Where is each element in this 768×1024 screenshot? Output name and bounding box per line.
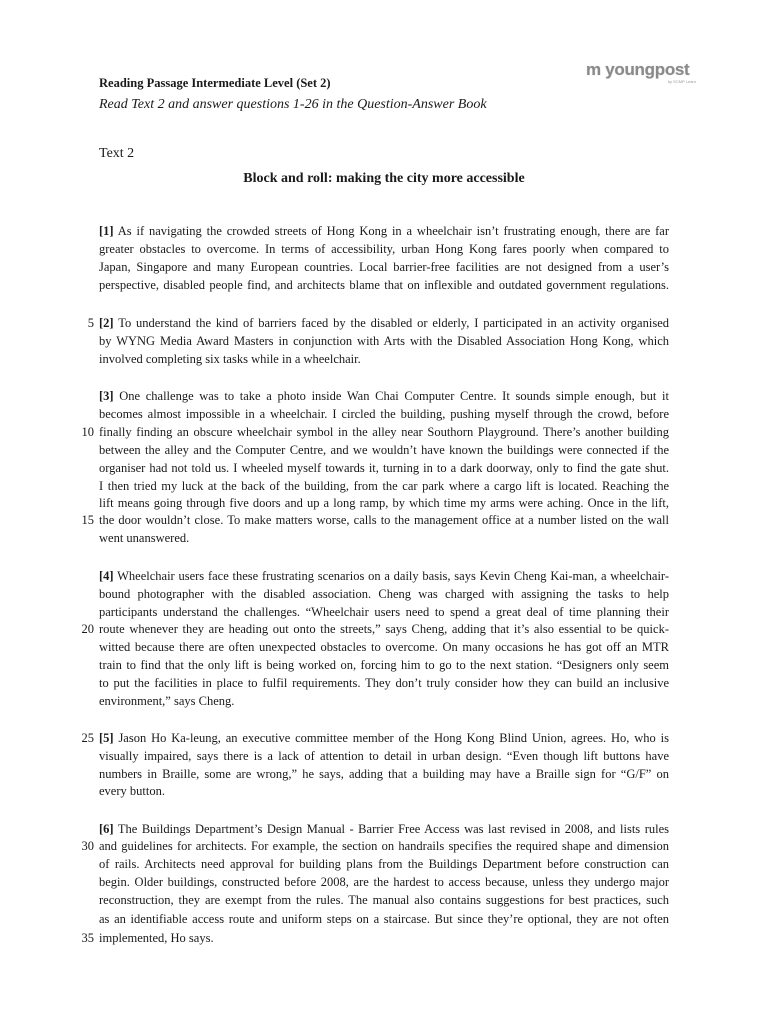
paragraph-1-line: Japan, Singapore and many European countries. Local barrier-free facilities are not designed from a user’s	[99, 260, 669, 274]
paragraph-4-line: bound photographer with the disabled association. Cheng was charged with assigning the tasks to help	[99, 587, 669, 601]
logo-subtext: by SCMP Learn	[667, 79, 696, 84]
paragraph-6-line: implemented, Ho says.	[99, 931, 214, 945]
paragraph-5-line: [5] Jason Ho Ka-leung, an executive committee member of the Hong Kong Blind Union, agrees. Ho, who is	[99, 731, 669, 745]
paragraph-4-line: participants understand the challenges. “Wheelchair users need to spend a great deal of time planning their	[99, 605, 669, 619]
paragraph-number: [6]	[99, 822, 114, 836]
paragraph-6-line: and guidelines for architects. For example, the section on handrails specifies the required shape and dimension	[99, 839, 669, 853]
paragraph-2-line: by WYNG Media Award Masters in conjunction with Arts with the Disabled Association Hong Kong, which	[99, 334, 669, 348]
paragraph-5-line: visually impaired, says there is a lack of attention to detail in urban design. “Even though lift buttons have	[99, 749, 669, 763]
paragraph-3-line: organiser had not told us. I wheeled myself towards it, turning in to a dark doorway, only to find the gate shut.	[99, 461, 669, 475]
paragraph-5-line: every button.	[99, 784, 165, 798]
document-header-title: Reading Passage Intermediate Level (Set 2)	[99, 76, 331, 90]
paragraph-number: [4]	[99, 569, 114, 583]
paragraph-number: [3]	[99, 389, 114, 403]
paragraph-3-line: went unanswered.	[99, 531, 190, 545]
line-number: 15	[81, 513, 94, 527]
paragraph-1-line: [1] As if navigating the crowded streets of Hong Kong in a wheelchair isn’t frustrating enough, there are far	[99, 224, 669, 238]
paragraph-6-line: of rails. Architects need approval for building plans from the Buildings Department before construction can	[99, 857, 669, 871]
paragraph-3-line: becomes almost impossible in a wheelchair. I circled the building, pushing myself through the crowd, before	[99, 407, 669, 421]
paragraph-6-line: as an identifiable access route and uniform steps on a staircase. But since they’re optional, they are not often	[99, 912, 669, 926]
paragraph-6-line: reconstruction, they are exempt from the rules. The manual also contains suggestions for best practices, such	[99, 893, 669, 907]
text-label: Text 2	[99, 146, 135, 161]
paragraph-4-line: [4] Wheelchair users face these frustrating scenarios on a daily basis, says Kevin Cheng Kai-man, a wheelchair-	[99, 569, 669, 583]
paragraph-5-line: numbers in Braille, some are wrong,” he says, adding that a building may have a Braille sign for “G/F” on	[99, 767, 669, 781]
line-number: 25	[81, 731, 94, 745]
paragraph-6-line: begin. Older buildings, constructed before 2008, are the hardest to access because, unless they undergo major	[99, 875, 669, 889]
paragraph-2-line: involved completing six tasks while in a wheelchair.	[99, 352, 361, 366]
paragraph-3-line: [3] One challenge was to take a photo inside Wan Chai Computer Centre. It sounds simple enough, but it	[99, 389, 669, 403]
line-number: 30	[81, 839, 94, 853]
paragraph-4-line: train to find that the only lift is being worked on, forcing him to go to the next station. “Designers only seem	[99, 658, 669, 672]
document-instruction: Read Text 2 and answer questions 1-26 in the Question-Answer Book	[99, 97, 487, 112]
paragraph-4-line: route whenever they are heading out onto the streets,” says Cheng, adding that it’s also essential to be quick-	[99, 622, 669, 636]
paragraph-1-line: greater obstacles to overcome. In terms of accessibility, urban Hong Kong fares poorly when compared to	[99, 242, 669, 256]
paragraph-3-line: between the alley and the Computer Centre, and we wouldn’t have known the buildings were connected if the	[99, 443, 669, 457]
paragraph-3-line: lift means going through five doors and up a long ramp, by which time my arms were aching. Once in the lift,	[99, 496, 669, 510]
paragraph-1-line: perspective, disabled people find, and architects blame that on inflexible and outdated government regulations.	[99, 278, 669, 292]
article-title: Block and roll: making the city more accessible	[243, 171, 525, 186]
paragraph-4-line: environment,” says Cheng.	[99, 694, 235, 708]
youngpost-logo	[586, 60, 704, 90]
paragraph-3-line: the door wouldn’t close. To make matters worse, calls to the management office at a number listed on the wall	[99, 513, 669, 527]
paragraph-number: [1]	[99, 224, 114, 238]
paragraph-4-line: witted because there are often unexpected obstacles to overcome. On many occasions he has got off an MTR	[99, 640, 669, 654]
paragraph-3-line: I then tried my luck at the back of the building, from the car park where a cargo lift is located. Reaching the	[99, 479, 669, 493]
paragraph-4-line: to put the facilities in place to fulfil requirements. They don’t truly consider how they can build an inclusive	[99, 676, 669, 690]
paragraph-2-line: [2] To understand the kind of barriers faced by the disabled or elderly, I participated in an activity organised	[99, 316, 669, 330]
line-number: 35	[81, 931, 94, 945]
paragraph-6-line: [6] The Buildings Department’s Design Manual - Barrier Free Access was last revised in 2008, and lists rules	[99, 822, 669, 836]
line-number: 10	[81, 425, 94, 439]
logo-text: m youngpost	[586, 60, 690, 79]
paragraph-3-line: finally finding an obscure wheelchair symbol in the alley near Southorn Playground. There’s another building	[99, 425, 669, 439]
paragraph-number: [5]	[99, 731, 114, 745]
line-number: 5	[87, 316, 94, 330]
line-number: 20	[81, 622, 94, 636]
paragraph-number: [2]	[99, 316, 114, 330]
